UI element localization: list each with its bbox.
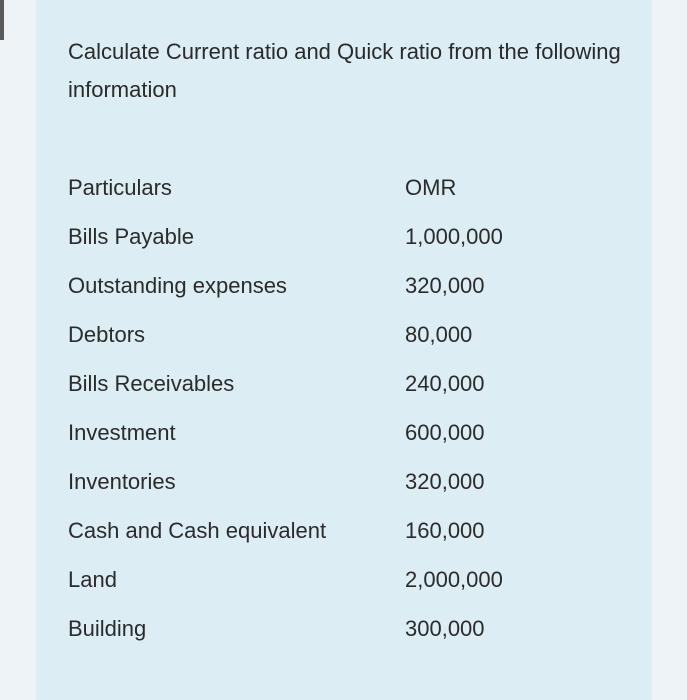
row-value: 2,000,000 xyxy=(405,566,503,592)
row-label: Debtors xyxy=(68,321,146,347)
row-label: Building xyxy=(68,615,147,641)
row-label: Investment xyxy=(68,419,176,445)
table-row xyxy=(68,310,568,359)
row-value: 320,000 xyxy=(405,272,485,298)
row-label: Bills Payable xyxy=(68,223,194,249)
row-value: 300,000 xyxy=(405,615,485,641)
table-row xyxy=(68,212,568,261)
header-omr: OMR xyxy=(405,174,457,200)
question-text: Calculate Current ratio and Quick ratio from the following information xyxy=(68,39,621,102)
row-value: 80,000 xyxy=(405,321,473,347)
row-label: Cash and Cash equivalent xyxy=(68,517,327,543)
row-value: 1,000,000 xyxy=(405,223,503,249)
row-label: Bills Receivables xyxy=(68,370,235,396)
table-row xyxy=(68,506,568,555)
table-row xyxy=(68,457,568,506)
table-row xyxy=(68,359,568,408)
row-value: 600,000 xyxy=(405,419,485,445)
left-edge-divider xyxy=(0,0,4,40)
row-value: 240,000 xyxy=(405,370,485,396)
data-table xyxy=(68,163,568,653)
table-row xyxy=(68,261,568,310)
table-row xyxy=(68,555,568,604)
table-row xyxy=(68,408,568,457)
header-particulars: Particulars xyxy=(68,174,172,200)
row-value: 320,000 xyxy=(405,468,485,494)
table-header-row xyxy=(68,163,568,212)
row-label: Outstanding expenses xyxy=(68,272,287,298)
row-label: Inventories xyxy=(68,468,176,494)
row-label: Land xyxy=(68,566,117,592)
table-row xyxy=(68,604,568,653)
row-value: 160,000 xyxy=(405,517,485,543)
